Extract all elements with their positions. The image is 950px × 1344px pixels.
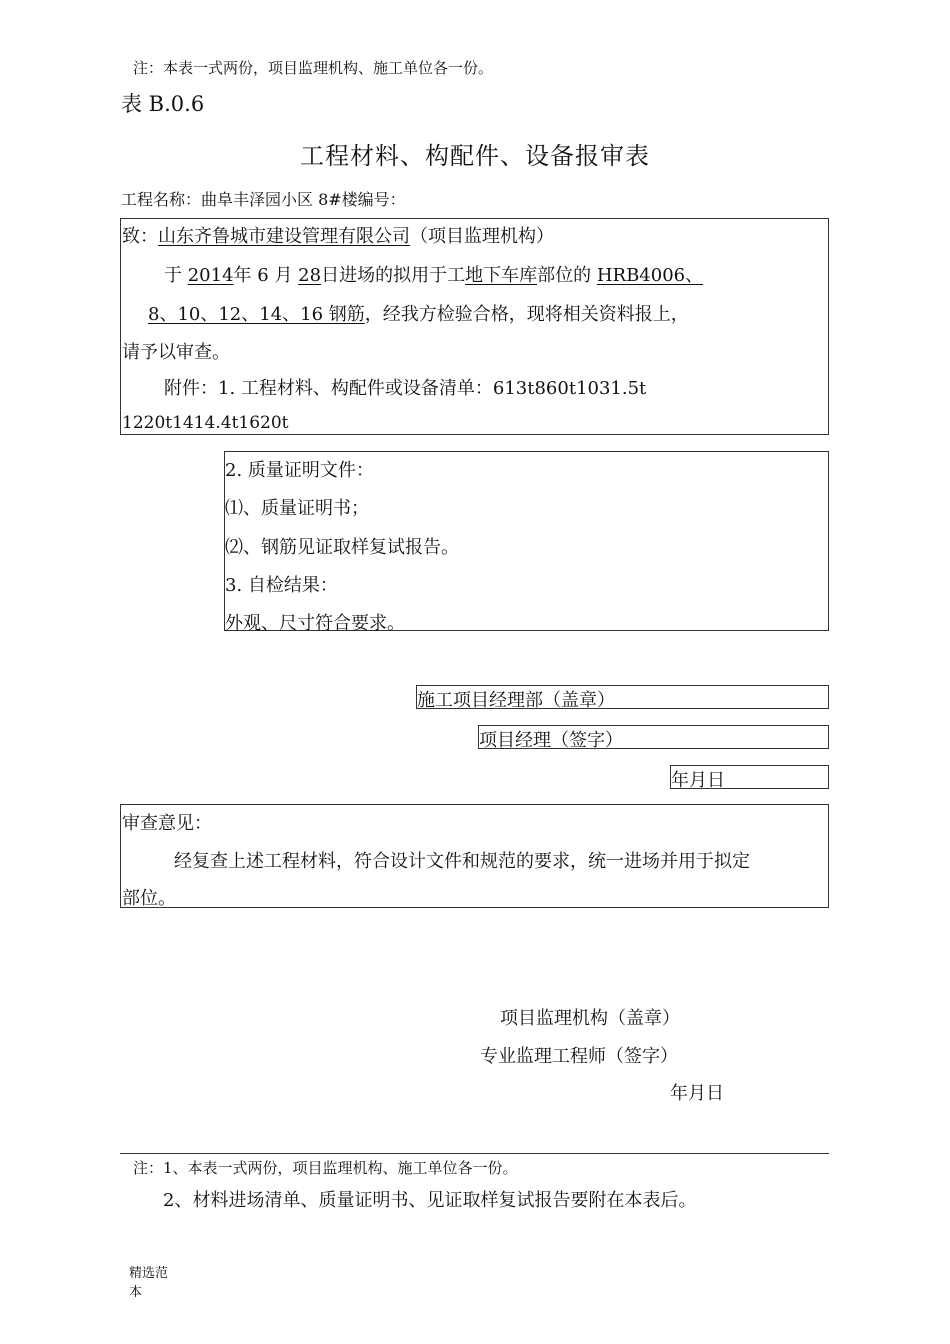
footer-note-2: 2、材料进场清单、质量证明书、见证取样复试报告要附在本表后。: [163, 1190, 697, 1211]
contractor-dept-field: [416, 685, 829, 709]
contractor-date-label: 年月日: [671, 770, 725, 791]
contractor-dept-label: 施工项目经理部（盖章）: [417, 690, 615, 711]
attachment-list-cont: 1220t1414.4t1620t: [122, 413, 289, 433]
review-text: 经复查上述工程材料，符合设计文件和规范的要求，统一进场并用于拟定: [174, 851, 750, 872]
entry-text-c: 日进场的拟用于工: [321, 265, 466, 286]
quality-docs-label: 2. 质量证明文件：: [225, 460, 374, 481]
sample-mark: [129, 1264, 168, 1302]
spec-line: [148, 300, 689, 326]
engineer-signature: 专业监理工程师（签字）: [480, 1046, 678, 1067]
entry-day: 28: [298, 265, 322, 286]
contractor-date-field: [670, 765, 829, 789]
to-suffix: （项目监理机构）: [410, 226, 554, 247]
entry-material: HRB4006、: [596, 265, 704, 286]
supervision-org-seal: 项目监理机构（盖章）: [500, 1008, 680, 1029]
self-check-label: 3. 自检结果：: [225, 575, 338, 596]
review-request: 请予以审查。: [122, 342, 230, 363]
review-text-cont: 部位。: [122, 888, 176, 909]
top-note: 注：本表一式两份，项目监理机构、施工单位各一份。: [133, 59, 494, 77]
addressee-line: [122, 222, 554, 248]
review-box: [120, 804, 829, 908]
manager-signature-label: 项目经理（签字）: [479, 730, 623, 751]
footer-divider: [120, 1153, 829, 1154]
declaration-box: [120, 218, 829, 435]
form-title: 工程材料、构配件、设备报审表: [300, 142, 650, 170]
spec-rest: ，经我方检验合格，现将相关资料报上，: [364, 304, 689, 325]
entry-text-a: 于: [164, 265, 188, 286]
entry-text-d: 部位的: [537, 265, 597, 286]
supervision-org: 山东齐鲁城市建设管理有限公司: [158, 226, 410, 247]
project-name: 工程名称：曲阜丰泽园小区 8#楼编号：: [121, 190, 406, 209]
manager-signature-field: [478, 725, 829, 749]
sample-mark-line1: 精选范: [129, 1266, 169, 1281]
footer-note-1: 注：1、本表一式两份，项目监理机构、施工单位各一份。: [133, 1159, 518, 1177]
table-number: 表 B.0.6: [121, 92, 205, 116]
entry-place: 地下车库: [465, 265, 538, 286]
quality-cert: ⑴、质量证明书；: [225, 498, 369, 519]
self-check-result: 外观、尺寸符合要求。: [225, 613, 405, 634]
entry-text-b: 年 6 月: [233, 265, 299, 286]
quality-docs-box: [224, 451, 829, 634]
sample-mark-line2: 本: [129, 1285, 143, 1300]
rebar-spec: 8、10、12、14、16 钢筋: [148, 304, 365, 325]
attachment-list: 附件：1. 工程材料、构配件或设备清单：613t860t1031.5t: [164, 378, 647, 399]
to-prefix: 致：: [122, 226, 158, 247]
review-label: 审查意见：: [122, 813, 212, 834]
retest-report: ⑵、钢筋见证取样复试报告。: [225, 537, 459, 558]
entry-line: [164, 261, 703, 287]
entry-year: 2014: [187, 265, 234, 286]
supervision-date: 年月日: [670, 1083, 724, 1104]
